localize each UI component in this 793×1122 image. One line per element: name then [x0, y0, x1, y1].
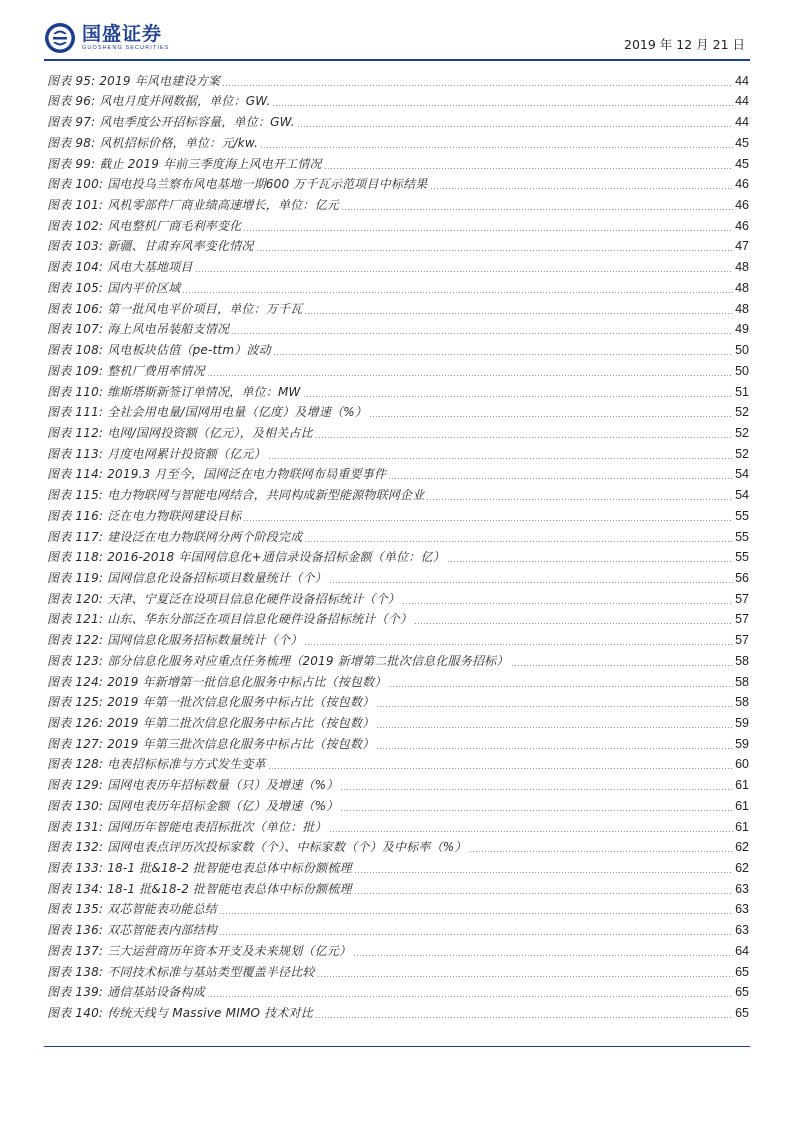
toc-entry[interactable] — [47, 213, 749, 234]
toc-entry-title: 电力物联网与智能电网结合，共同构成新型能源物联网企业 — [107, 488, 425, 503]
toc-dot-leader — [414, 623, 733, 624]
toc-entry-label — [47, 363, 205, 379]
toc-entry-title: 建设泛在电力物联网分两个阶段完成 — [107, 529, 303, 544]
toc-dot-leader — [272, 105, 733, 106]
toc-entry-title: 第一批风电平价项目，单位：万千瓦 — [107, 301, 303, 316]
toc-entry[interactable] — [47, 565, 749, 586]
toc-entry-title: 双芯智能表功能总结 — [107, 902, 217, 917]
toc-entry-page: 65 — [735, 985, 749, 1000]
toc-entry-page: 58 — [735, 695, 749, 710]
toc-entry-label — [47, 466, 386, 482]
toc-entry-number: 图表 124: — [47, 674, 104, 689]
toc-entry[interactable] — [47, 586, 749, 607]
toc-entry-title: 2019 年第三批次信息化服务中标占比（按包数） — [107, 736, 375, 751]
toc-entry-number: 图表 140: — [47, 1006, 104, 1021]
toc-entry-page: 46 — [735, 218, 749, 233]
toc-entry-number: 图表 130: — [47, 798, 104, 813]
toc-dot-leader — [243, 520, 733, 521]
toc-entry[interactable] — [47, 917, 749, 938]
toc-entry[interactable] — [47, 400, 749, 421]
toc-entry-title: 风机招标价格，单位：元/kw. — [99, 135, 259, 150]
toc-entry-number: 图表 121: — [47, 612, 104, 627]
toc-entry-label — [47, 570, 327, 586]
toc-entry-number: 图表 119: — [47, 570, 104, 585]
toc-entry[interactable] — [47, 234, 749, 255]
toc-entry-title: 电网/国网投资额（亿元），及相关占比 — [107, 425, 313, 440]
toc-entry-number: 图表 126: — [47, 716, 104, 730]
toc-entry-title: 国网信息化服务招标数量统计（个） — [107, 633, 303, 648]
toc-entry-number: 图表 132: — [47, 840, 104, 855]
toc-entry-title: 海上风电吊装船支情况 — [107, 322, 230, 337]
toc-entry-title: 双芯智能表内部结构 — [107, 923, 217, 938]
toc-entry-label — [47, 301, 302, 317]
toc-entry-page: 58 — [735, 674, 749, 689]
toc-entry[interactable] — [47, 793, 749, 814]
report-date: 2019 年 12 月 21 日 — [624, 37, 745, 52]
toc-entry-page: 46 — [735, 177, 749, 192]
toc-entry-page: 50 — [735, 343, 749, 358]
toc-entry-number: 图表 120: — [47, 591, 104, 606]
toc-entry-page: 57 — [735, 591, 749, 606]
brand-name-cn: 国盛证券 — [82, 23, 163, 45]
toc-entry-label — [47, 611, 412, 627]
toc-entry-label — [47, 176, 428, 192]
toc-entry-page: 55 — [735, 529, 749, 544]
toc-entry-title: 全社会用电量/国网用电量（亿度）及增速（%） — [107, 405, 368, 420]
toc-entry-title: 国网电表点评历次投标家数（个）、中标家数（个）及中标率（%） — [107, 840, 467, 855]
toc-dot-leader — [353, 955, 733, 956]
toc-entry-label — [47, 218, 241, 234]
toc-dot-leader — [222, 85, 733, 86]
toc-entry-number: 图表 129: — [47, 778, 104, 793]
toc-entry-number: 图表 107: — [47, 322, 104, 337]
toc-entry-label — [47, 694, 374, 710]
toc-entry[interactable] — [47, 462, 749, 483]
toc-entry-label — [47, 73, 220, 89]
toc-entry[interactable] — [47, 275, 749, 296]
toc-entry-page: 59 — [735, 716, 749, 730]
toc-entry-label — [47, 901, 217, 917]
toc-entry[interactable] — [47, 627, 749, 648]
toc-entry-page: 58 — [735, 653, 749, 668]
toc-entry-page: 65 — [735, 1006, 749, 1021]
toc-dot-leader — [388, 478, 733, 479]
toc-entry-title: 天津、宁夏泛在设项目信息化硬件设备招标统计（个） — [107, 591, 400, 606]
toc-entry-title: 2019 年第二批次信息化服务中标占比（按包数） — [107, 716, 375, 730]
toc-entry[interactable] — [47, 835, 749, 856]
footer-rule — [44, 1046, 750, 1047]
toc-entry-page: 64 — [735, 943, 749, 958]
toc-dot-leader — [260, 147, 733, 148]
toc-entry-number: 图表 117: — [47, 529, 104, 544]
toc-entry-number: 图表 108: — [47, 343, 104, 358]
toc-entry-title: 泛在电力物联网建设目标 — [107, 508, 242, 523]
toc-entry[interactable] — [47, 524, 749, 545]
toc-entry-page: 52 — [735, 446, 749, 461]
toc-dot-leader — [243, 230, 733, 231]
toc-entry-title: 维斯塔斯新签订单情况，单位：MW — [107, 384, 301, 399]
toc-entry[interactable] — [47, 980, 749, 1001]
toc-dot-leader — [268, 768, 733, 769]
toc-entry-page: 46 — [735, 198, 749, 213]
toc-dot-leader — [195, 271, 734, 272]
toc-entry[interactable] — [47, 151, 749, 172]
toc-dot-leader — [324, 168, 733, 169]
toc-entry[interactable] — [47, 379, 749, 400]
toc-entry-label — [47, 922, 217, 938]
toc-entry-number: 图表 114: — [47, 467, 104, 482]
toc-entry-title: 2019 年第一批次信息化服务中标占比（按包数） — [107, 695, 375, 710]
toc-entry-label — [47, 156, 322, 172]
toc-entry-label — [47, 984, 205, 1000]
toc-entry-page: 62 — [735, 861, 749, 876]
toc-dot-leader — [219, 934, 733, 935]
toc-entry[interactable] — [47, 607, 749, 628]
toc-entry-number: 图表 136: — [47, 923, 104, 938]
toc-entry[interactable] — [47, 503, 749, 524]
toc-entry-page: 57 — [735, 612, 749, 627]
toc-dot-leader — [207, 996, 733, 997]
toc-entry-number: 图表 103: — [47, 239, 104, 254]
toc-entry[interactable] — [47, 690, 749, 711]
toc-dot-leader — [376, 748, 733, 749]
brand-name-en: GUOSHENG SECURITIES — [82, 45, 170, 51]
toc-dot-leader — [430, 188, 734, 189]
toc-entry-page: 52 — [735, 425, 749, 440]
toc-entry-number: 图表 134: — [47, 881, 104, 896]
toc-entry-number: 图表 135: — [47, 902, 104, 917]
toc-entry[interactable] — [47, 648, 749, 669]
toc-entry-label — [47, 674, 387, 690]
toc-entry[interactable] — [47, 959, 749, 980]
toc-entry-label — [47, 591, 400, 607]
toc-entry-number: 图表 123: — [47, 653, 104, 668]
toc-entry-number: 图表 99: — [47, 156, 96, 171]
toc-entry-label — [47, 653, 509, 669]
toc-entry-title: 电表招标标准与方式发生变革 — [107, 757, 266, 772]
toc-entry-title: 国电投乌兰察布风电基地一期600 万千瓦示范项目中标结果 — [107, 177, 428, 192]
toc-entry-title: 风电板块估值（pe-ttm）波动 — [107, 343, 271, 358]
toc-entry-number: 图表 111: — [47, 405, 104, 420]
toc-entry-page: 56 — [735, 570, 749, 585]
toc-entry[interactable] — [47, 731, 749, 752]
toc-entry-page: 48 — [735, 280, 749, 295]
toc-entry-number: 图表 106: — [47, 301, 104, 316]
toc-entry[interactable] — [47, 109, 749, 130]
toc-entry[interactable] — [47, 130, 749, 151]
toc-dot-leader — [329, 582, 733, 583]
toc-dot-leader — [207, 375, 733, 376]
toc-entry-number: 图表 137: — [47, 943, 104, 958]
toc-entry-label — [47, 529, 302, 545]
toc-entry-label — [47, 197, 339, 213]
toc-dot-leader — [304, 644, 733, 645]
toc-entry-label — [47, 114, 295, 130]
toc-entry-title: 通信基站设备构成 — [107, 985, 205, 1000]
toc-entry-number: 图表 96: — [47, 94, 96, 109]
toc-entry[interactable] — [47, 337, 749, 358]
toc-dot-leader — [231, 333, 733, 334]
toc-dot-leader — [304, 541, 733, 542]
toc-entry-number: 图表 133: — [47, 861, 104, 876]
toc-dot-leader — [256, 250, 734, 251]
toc-entry-number: 图表 97: — [47, 115, 96, 130]
toc-entry-title: 国网历年智能电表招标批次（单位：批） — [107, 819, 327, 834]
toc-entry[interactable] — [47, 254, 749, 275]
toc-entry[interactable] — [47, 172, 749, 193]
toc-entry-title: 三大运营商历年资本开支及未来规划（亿元） — [107, 943, 352, 958]
toc-entry-title: 不同技术标准与基站类型覆盖半径比较 — [107, 964, 315, 979]
toc-entry-label — [47, 259, 193, 275]
toc-dot-leader — [297, 126, 733, 127]
toc-dot-leader — [219, 913, 733, 914]
toc-entry[interactable] — [47, 897, 749, 918]
toc-entry-page: 59 — [735, 736, 749, 751]
toc-entry-number: 图表 95: — [47, 73, 96, 88]
toc-entry-number: 图表 113: — [47, 446, 104, 461]
toc-entry-page: 61 — [735, 798, 749, 813]
toc-entry-number: 图表 102: — [47, 218, 104, 233]
toc-entry-label — [47, 964, 315, 980]
toc-entry-page: 45 — [735, 135, 749, 150]
toc-entry-page: 61 — [735, 778, 749, 793]
toc-dot-leader — [315, 1017, 733, 1018]
toc-entry-label — [47, 342, 271, 358]
toc-entry-label — [47, 508, 241, 524]
toc-dot-leader — [402, 603, 733, 604]
toc-entry-page: 45 — [735, 156, 749, 171]
toc-entry[interactable] — [47, 296, 749, 317]
toc-dot-leader — [304, 313, 733, 314]
toc-entry-page: 55 — [735, 550, 749, 565]
toc-entry[interactable] — [47, 68, 749, 89]
toc-entry[interactable] — [47, 358, 749, 379]
toc-dot-leader — [329, 831, 733, 832]
toc-dot-leader — [447, 561, 733, 562]
toc-entry-label — [47, 487, 424, 503]
toc-entry[interactable] — [47, 669, 749, 690]
toc-entry-number: 图表 118: — [47, 550, 104, 565]
toc-entry-title: 风电月度并网数据，单位：GW. — [99, 94, 271, 109]
toc-entry-number: 图表 110: — [47, 384, 104, 399]
toc-dot-leader — [354, 893, 733, 894]
toc-entry-number: 图表 125: — [47, 695, 104, 710]
toc-entry[interactable] — [47, 814, 749, 835]
toc-entry-label — [47, 238, 254, 254]
toc-entry-title: 2019 年新增第一批信息化服务中标占比（按包数） — [107, 674, 387, 689]
toc-entry-number: 图表 122: — [47, 633, 104, 648]
toc-entry-number: 图表 109: — [47, 363, 104, 378]
toc-entry-page: 54 — [735, 467, 749, 482]
toc-entry[interactable] — [47, 938, 749, 959]
toc-entry-title: 部分信息化服务对应重点任务梳理（2019 新增第二批次信息化服务招标） — [107, 653, 509, 668]
toc-entry-label — [47, 321, 229, 337]
toc-entry[interactable] — [47, 710, 749, 731]
toc-entry-page: 44 — [735, 115, 749, 130]
toc-dot-leader — [389, 686, 734, 687]
toc-entry-title: 山东、华东分部泛在项目信息化硬件设备招标统计（个） — [107, 612, 413, 627]
toc-entry-label — [47, 93, 270, 109]
toc-entry-label — [47, 135, 258, 151]
toc-entry[interactable] — [47, 876, 749, 897]
toc-dot-leader — [340, 810, 733, 811]
toc-entry-number: 图表 138: — [47, 964, 104, 979]
toc-entry-title: 风机零部件厂商业绩高速增长，单位：亿元 — [107, 198, 339, 213]
toc-entry-number: 图表 127: — [47, 736, 104, 751]
toc-entry[interactable] — [47, 89, 749, 110]
toc-entry-label — [47, 943, 351, 959]
toc-entry-page: 63 — [735, 902, 749, 917]
toc-entry-page: 50 — [735, 363, 749, 378]
toc-entry-label — [47, 756, 266, 772]
toc-entry-number: 图表 101: — [47, 198, 104, 213]
toc-entry-number: 图表 104: — [47, 260, 104, 275]
toc-entry-number: 图表 116: — [47, 508, 104, 523]
toc-entry[interactable] — [47, 752, 749, 773]
toc-entry-title: 国网电表历年招标金额（亿）及增速（%） — [107, 798, 339, 813]
toc-entry-title: 传统天线与 Massive MIMO 技术对比 — [107, 1006, 313, 1021]
toc-entry-title: 月度电网累计投资额（亿元） — [107, 446, 266, 461]
toc-entry-label — [47, 1005, 313, 1021]
toc-entry-label — [47, 280, 180, 296]
toc-entry-number: 图表 105: — [47, 280, 104, 295]
toc-entry-title: 2019.3 月至今，国网泛在电力物联网布局重要事件 — [107, 467, 387, 482]
toc-dot-leader — [511, 665, 734, 666]
toc-entry-number: 图表 98: — [47, 135, 96, 150]
toc-entry-label — [47, 384, 301, 400]
toc-dot-leader — [354, 872, 733, 873]
toc-entry-label — [47, 881, 352, 897]
toc-entry-page: 54 — [735, 488, 749, 503]
toc-entry-label — [47, 777, 338, 793]
toc-entry-label — [47, 549, 445, 565]
toc-dot-leader — [469, 851, 734, 852]
toc-entry-page: 49 — [735, 322, 749, 337]
table-of-figures — [47, 68, 749, 1021]
toc-entry-page: 47 — [735, 239, 749, 254]
toc-entry-label — [47, 860, 352, 876]
toc-entry-title: 风电整机厂商毛利率变化 — [107, 218, 242, 233]
toc-dot-leader — [341, 209, 733, 210]
toc-entry-title: 风电季度公开招标容量，单位：GW. — [99, 115, 295, 130]
toc-entry-number: 图表 100: — [47, 177, 104, 192]
toc-entry-page: 52 — [735, 405, 749, 420]
toc-dot-leader — [315, 437, 733, 438]
toc-entry-page: 63 — [735, 923, 749, 938]
header-rule — [44, 59, 750, 61]
toc-dot-leader — [340, 789, 733, 790]
toc-entry-page: 44 — [735, 73, 749, 88]
toc-entry-page: 65 — [735, 964, 749, 979]
toc-entry-page: 55 — [735, 508, 749, 523]
toc-entry-page: 44 — [735, 94, 749, 109]
toc-entry-title: 国网信息化设备招标项目数量统计（个） — [107, 570, 327, 585]
toc-entry-page: 62 — [735, 840, 749, 855]
toc-entry-page: 57 — [735, 633, 749, 648]
toc-entry-label — [47, 425, 313, 441]
toc-dot-leader — [376, 706, 733, 707]
toc-dot-leader — [273, 354, 733, 355]
toc-entry[interactable] — [47, 772, 749, 793]
toc-dot-leader — [303, 396, 733, 397]
toc-entry[interactable] — [47, 420, 749, 441]
toc-entry-label — [47, 715, 374, 731]
toc-entry-label — [47, 839, 467, 855]
toc-entry-label — [47, 736, 374, 752]
toc-entry-title: 2019 年风电建设方案 — [99, 73, 221, 88]
toc-entry-page: 48 — [735, 260, 749, 275]
toc-entry-label — [47, 819, 327, 835]
toc-entry[interactable] — [47, 1000, 749, 1021]
toc-entry[interactable] — [47, 192, 749, 213]
toc-entry-title: 国网电表历年招标数量（只）及增速（%） — [107, 778, 339, 793]
toc-entry[interactable] — [47, 441, 749, 462]
page-header — [0, 0, 793, 62]
toc-entry-title: 18-1 批&18-2 批智能电表总体中标份额梳理 — [107, 881, 352, 896]
toc-entry-title: 国内平价区域 — [107, 280, 181, 295]
brand-logo — [44, 22, 170, 54]
toc-dot-leader — [376, 727, 733, 728]
toc-entry-page: 60 — [735, 757, 749, 772]
toc-entry-page: 48 — [735, 301, 749, 316]
toc-entry-title: 风电大基地项目 — [107, 260, 193, 275]
toc-dot-leader — [317, 976, 734, 977]
toc-dot-leader — [369, 416, 733, 417]
brand-wordmark — [82, 24, 170, 52]
toc-entry-title: 整机厂费用率情况 — [107, 363, 205, 378]
toc-entry-title: 新疆、甘肃弃风率变化情况 — [107, 239, 254, 254]
toc-entry-label — [47, 446, 266, 462]
toc-entry[interactable] — [47, 545, 749, 566]
toc-entry-page: 61 — [735, 819, 749, 834]
toc-entry[interactable] — [47, 482, 749, 503]
toc-entry-label — [47, 632, 302, 648]
toc-entry-number: 图表 112: — [47, 425, 104, 440]
toc-entry-label — [47, 798, 338, 814]
toc-entry-page: 51 — [735, 384, 749, 399]
guosheng-logo-icon — [44, 22, 76, 54]
toc-dot-leader — [426, 499, 733, 500]
toc-entry-label — [47, 404, 367, 420]
toc-entry[interactable] — [47, 855, 749, 876]
toc-entry-title: 18-1 批&18-2 批智能电表总体中标份额梳理 — [107, 861, 352, 876]
toc-entry-number: 图表 139: — [47, 985, 104, 1000]
toc-dot-leader — [268, 458, 733, 459]
toc-entry-title: 截止 2019 年前三季度海上风电开工情况 — [99, 156, 322, 171]
toc-entry-number: 图表 115: — [47, 488, 104, 503]
toc-entry-page: 63 — [735, 881, 749, 896]
toc-entry-number: 图表 131: — [47, 819, 104, 834]
toc-entry-title: 2016-2018 年国网信息化+通信录设备招标金额（单位：亿） — [107, 550, 445, 565]
toc-entry-number: 图表 128: — [47, 757, 104, 772]
toc-entry[interactable] — [47, 317, 749, 338]
toc-dot-leader — [182, 292, 733, 293]
